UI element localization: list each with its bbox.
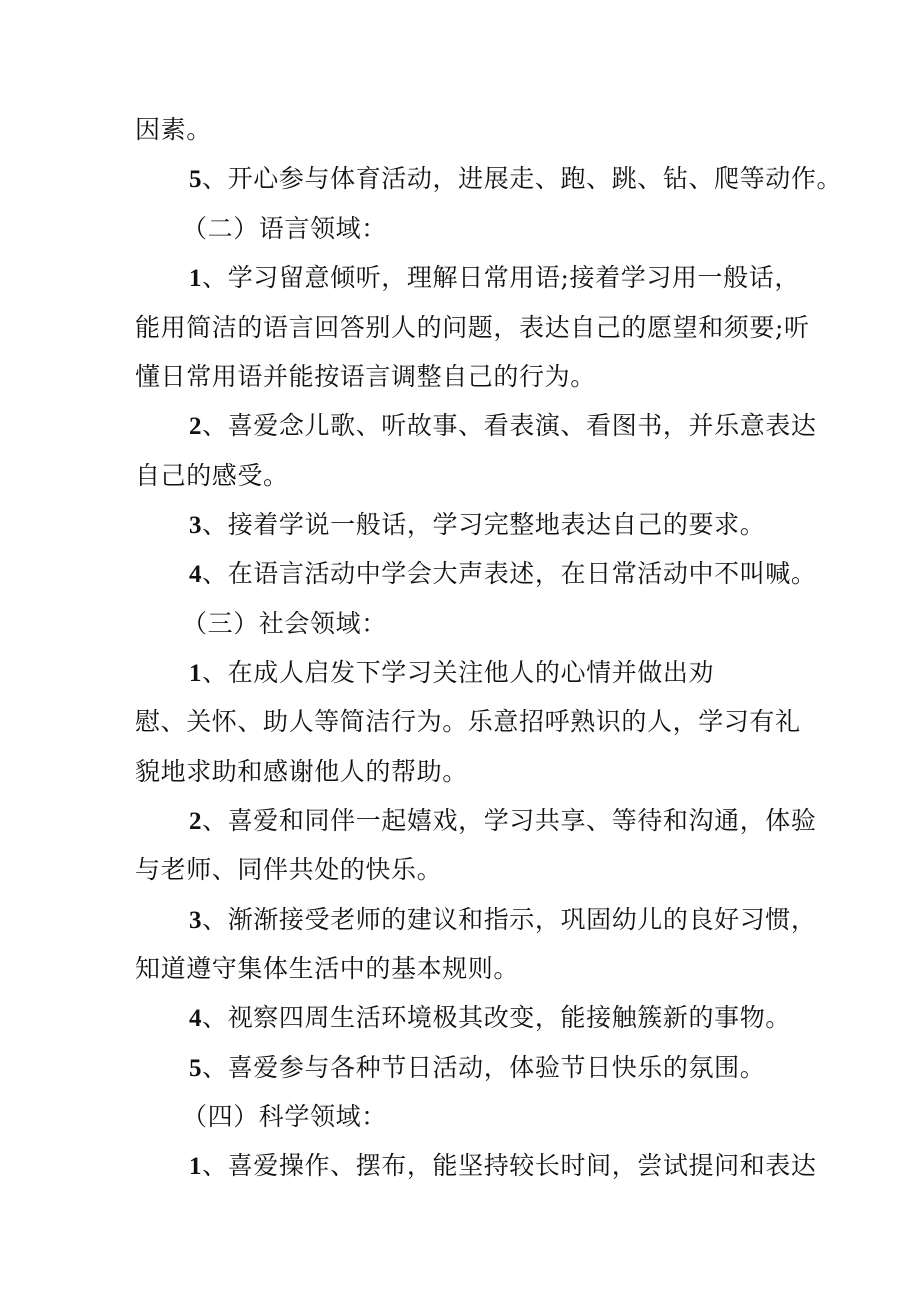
text-line (135, 460, 289, 492)
list-item (189, 163, 842, 196)
line-text: 、喜爱和同伴一起嬉戏，学习共享、等待和沟通，体验 (202, 806, 817, 835)
text-line (135, 706, 801, 738)
line-text: 、在成人启发下学习关注他人的心情并做出劝 (202, 658, 715, 687)
list-item (189, 657, 714, 690)
text-line (135, 953, 519, 985)
list-item (189, 904, 817, 937)
line-text: 、在语言活动中学会大声表述，在日常活动中不叫喊。 (202, 559, 817, 588)
line-text: 、喜爱念儿歌、听故事、看表演、看图书，并乐意表达 (202, 411, 817, 440)
section-heading (182, 608, 387, 640)
line-text: 、学习留意倾听，理解日常用语;接着学习用一般话， (202, 263, 800, 292)
item-number: 4 (189, 561, 203, 588)
line-text: 因素。 (135, 115, 212, 144)
section-heading (182, 213, 387, 245)
list-item (189, 1002, 791, 1035)
heading-text: （三）社会领域： (182, 609, 387, 638)
list-item (189, 410, 817, 443)
line-text: 自己的感受。 (135, 461, 289, 490)
text-line (135, 114, 212, 146)
line-text: 知道遵守集体生活中的基本规则。 (135, 954, 520, 983)
line-text: 与老师、同伴共处的快乐。 (135, 855, 443, 884)
text-line (135, 854, 442, 886)
list-item (189, 1150, 817, 1183)
list-item (189, 805, 817, 838)
text-line (135, 361, 596, 393)
line-text: 慰、关怀、助人等简洁行为。乐意招呼熟识的人，学习有礼 (135, 707, 801, 736)
line-text: 、接着学说一般话，学习完整地表达自己的要求。 (202, 510, 766, 539)
item-number: 1 (189, 660, 203, 687)
list-item (189, 558, 817, 591)
line-text: 、喜爱参与各种节日活动，体验节日快乐的氛围。 (202, 1053, 766, 1082)
list-item (189, 262, 800, 295)
line-text: 貌地求助和感谢他人的帮助。 (135, 757, 468, 786)
heading-text: （二）语言领域： (182, 214, 387, 243)
list-item (189, 1052, 765, 1085)
line-text: 能用简洁的语言回答别人的问题，表达自己的愿望和须要;听 (135, 313, 810, 342)
item-number: 2 (189, 808, 203, 835)
text-line (135, 756, 468, 788)
item-number: 1 (189, 265, 203, 292)
heading-text: （四）科学领域： (182, 1102, 387, 1131)
line-text: 、渐渐接受老师的建议和指示，巩固幼儿的良好习惯， (202, 905, 817, 934)
line-text: 、开心参与体育活动，进展走、跑、跳、钻、爬等动作。 (202, 164, 843, 193)
item-number: 2 (189, 413, 203, 440)
item-number: 4 (189, 1005, 203, 1032)
section-heading (182, 1101, 387, 1133)
line-text: 、视察四周生活环境极其改变，能接触簇新的事物。 (202, 1003, 791, 1032)
line-text: 、喜爱操作、摆布，能坚持较长时间，尝试提问和表达 (202, 1151, 817, 1180)
line-text: 懂日常用语并能按语言调整自己的行为。 (135, 362, 596, 391)
item-number: 5 (189, 166, 203, 193)
item-number: 5 (189, 1055, 203, 1082)
item-number: 1 (189, 1153, 203, 1180)
item-number: 3 (189, 512, 203, 539)
list-item (189, 509, 765, 542)
text-line (135, 312, 810, 344)
item-number: 3 (189, 907, 203, 934)
